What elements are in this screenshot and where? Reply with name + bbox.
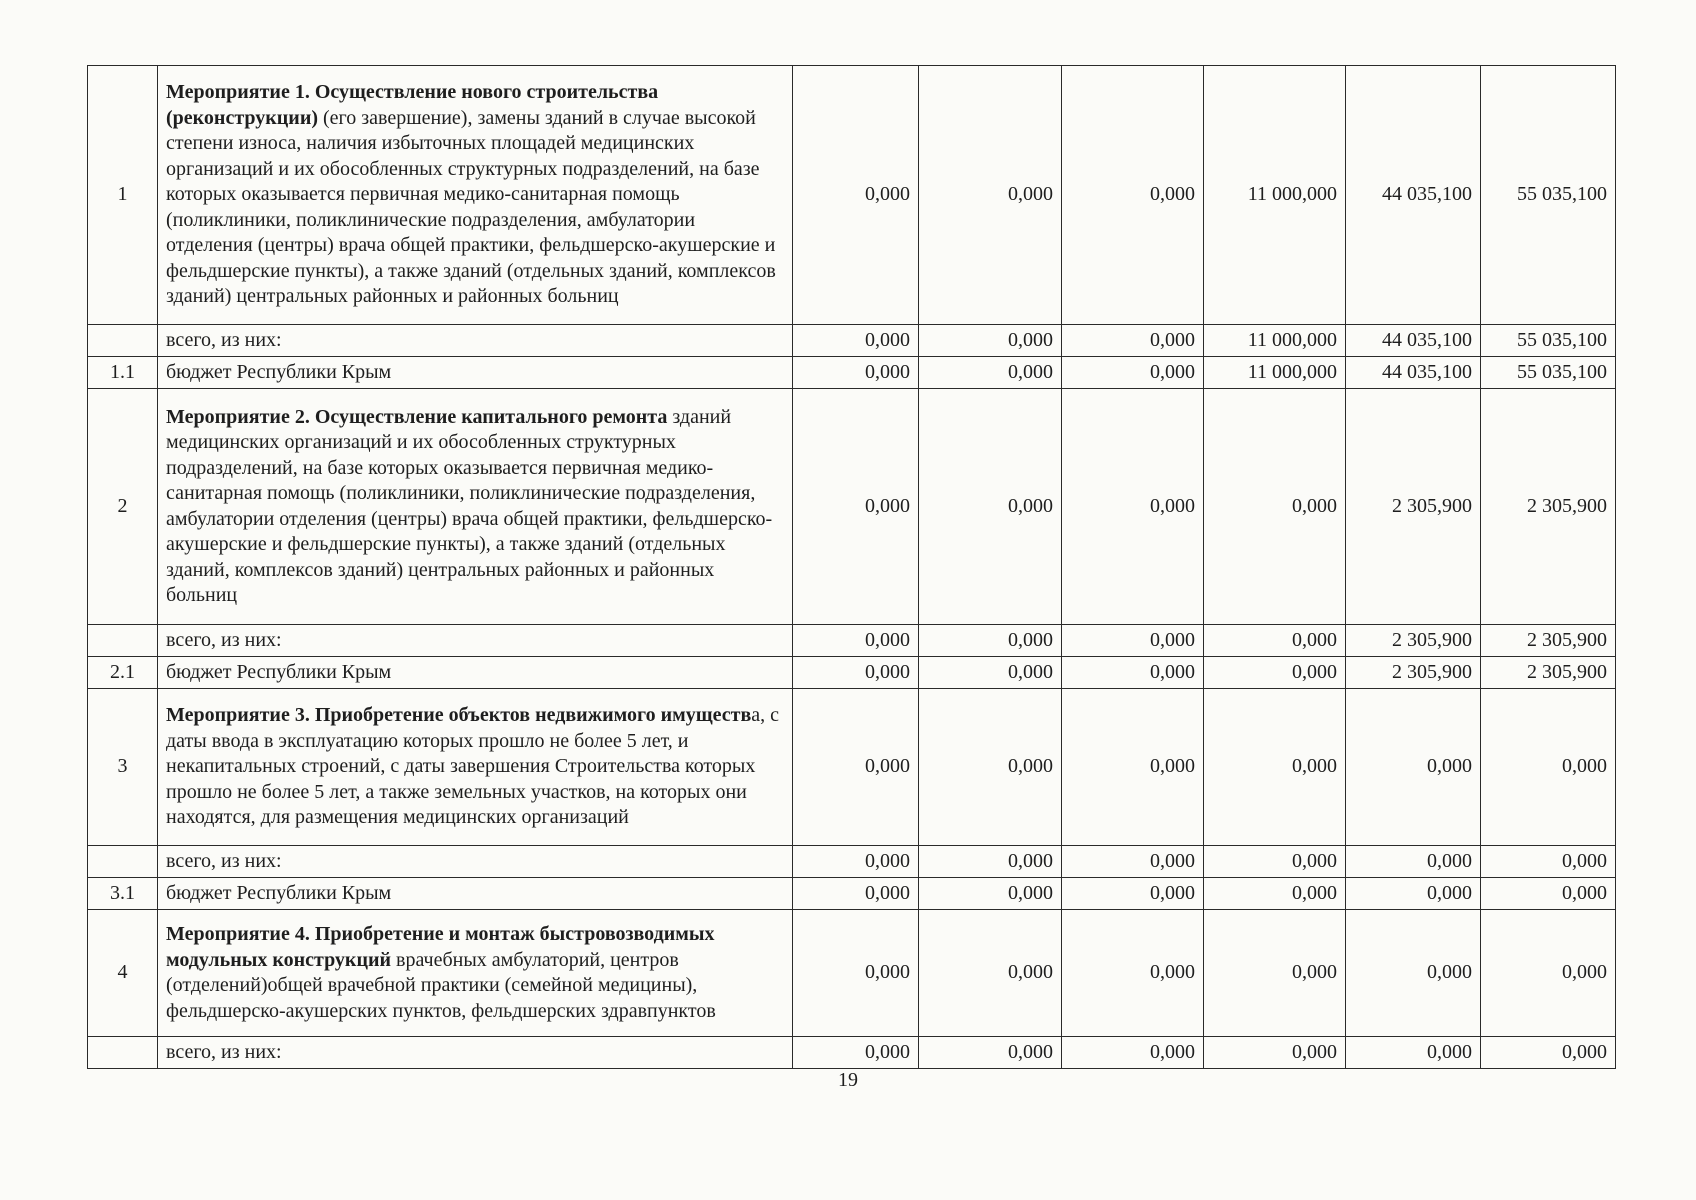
value-cell: 0,000 <box>919 625 1062 657</box>
value-cell: 0,000 <box>793 1037 919 1069</box>
value-cell: 0,000 <box>793 689 919 846</box>
value-cell: 0,000 <box>1204 657 1346 689</box>
table-row <box>88 325 1616 357</box>
value-cell: 0,000 <box>1481 878 1616 910</box>
value-cell: 44 035,100 <box>1346 357 1481 389</box>
row-description <box>158 910 793 1037</box>
budget-table <box>87 65 1616 1069</box>
row-number: 3 <box>88 689 158 846</box>
table-row <box>88 389 1616 625</box>
value-cell: 0,000 <box>1481 846 1616 878</box>
table-row <box>88 357 1616 389</box>
value-cell: 0,000 <box>1062 878 1204 910</box>
value-cell: 0,000 <box>1346 910 1481 1037</box>
row-number <box>88 325 158 357</box>
page-number: 19 <box>838 1069 858 1091</box>
measure-title: Мероприятие 1. Осуществление нового строительства (реконструкции) <box>166 81 659 129</box>
value-cell: 0,000 <box>919 325 1062 357</box>
value-cell: 0,000 <box>1204 846 1346 878</box>
value-cell: 0,000 <box>919 357 1062 389</box>
value-cell: 2 305,900 <box>1481 625 1616 657</box>
row-description <box>158 689 793 846</box>
value-cell: 0,000 <box>919 1037 1062 1069</box>
value-cell: 2 305,900 <box>1346 625 1481 657</box>
value-cell: 0,000 <box>1481 1037 1616 1069</box>
row-number <box>88 846 158 878</box>
row-number: 3.1 <box>88 878 158 910</box>
row-description: всего, из них: <box>158 625 793 657</box>
value-cell: 55 035,100 <box>1481 357 1616 389</box>
value-cell: 0,000 <box>1346 1037 1481 1069</box>
value-cell: 2 305,900 <box>1346 389 1481 625</box>
value-cell: 0,000 <box>793 66 919 325</box>
value-cell: 0,000 <box>1204 1037 1346 1069</box>
measure-title: Мероприятие 4. Приобретение и монтаж быстровозводимых модульных конструкций <box>166 923 715 971</box>
value-cell: 0,000 <box>1062 689 1204 846</box>
value-cell: 0,000 <box>793 910 919 1037</box>
value-cell: 0,000 <box>793 878 919 910</box>
row-number: 1 <box>88 66 158 325</box>
value-cell: 0,000 <box>919 389 1062 625</box>
value-cell: 0,000 <box>1062 357 1204 389</box>
table-body <box>88 66 1616 1069</box>
value-cell: 44 035,100 <box>1346 325 1481 357</box>
measure-text: зданий медицинских организаций и их обособленных структурных подразделений, на базе которых оказывается первичная медико-санитарная помощь (поликлиники, поликлинические подразделения, амбулатории отделения (центры) врача общей практики, фельдшерско-акушерские и фельдшерские пункты), а также зданий (отдельных зданий, комплексов зданий) центральных районных и районных больниц <box>166 405 773 606</box>
measure-text: врачебных амбулаторий, центров (отделений)общей врачебной практики (семейной медицины), фельдшерско-акушерских пунктов, фельдшерских здравпунктов <box>166 948 716 1022</box>
value-cell: 11 000,000 <box>1204 66 1346 325</box>
value-cell: 0,000 <box>919 910 1062 1037</box>
value-cell: 0,000 <box>1062 66 1204 325</box>
value-cell: 0,000 <box>1204 878 1346 910</box>
value-cell: 0,000 <box>1204 910 1346 1037</box>
row-number <box>88 625 158 657</box>
value-cell: 2 305,900 <box>1346 657 1481 689</box>
value-cell: 0,000 <box>919 689 1062 846</box>
table-row <box>88 66 1616 325</box>
row-description: всего, из них: <box>158 1037 793 1069</box>
value-cell: 11 000,000 <box>1204 357 1346 389</box>
value-cell: 0,000 <box>1062 657 1204 689</box>
value-cell: 0,000 <box>1062 846 1204 878</box>
measure-title: Мероприятие 2. Осуществление капитального ремонта <box>166 405 668 428</box>
row-number: 2 <box>88 389 158 625</box>
value-cell: 44 035,100 <box>1346 66 1481 325</box>
table-row <box>88 1037 1616 1069</box>
row-description: бюджет Республики Крым <box>158 878 793 910</box>
value-cell: 0,000 <box>919 878 1062 910</box>
value-cell: 2 305,900 <box>1481 389 1616 625</box>
row-description <box>158 389 793 625</box>
measure-text: а, с даты ввода в эксплуатацию которых прошло не более 5 лет, и некапитальных строений, с даты завершения Строительства которых прошло не более 5 лет, а также земельных участков, на которых они находятся, для размещения медицинских организаций <box>166 704 780 829</box>
value-cell: 55 035,100 <box>1481 66 1616 325</box>
value-cell: 0,000 <box>793 389 919 625</box>
measure-title: Мероприятие 3. Приобретение объектов недвижимого имуществ <box>166 704 752 727</box>
value-cell: 0,000 <box>793 357 919 389</box>
table-row <box>88 689 1616 846</box>
value-cell: 0,000 <box>793 846 919 878</box>
value-cell: 0,000 <box>919 66 1062 325</box>
table-row <box>88 625 1616 657</box>
value-cell: 0,000 <box>793 657 919 689</box>
value-cell: 11 000,000 <box>1204 325 1346 357</box>
row-description: всего, из них: <box>158 846 793 878</box>
value-cell: 0,000 <box>1204 389 1346 625</box>
value-cell: 0,000 <box>919 657 1062 689</box>
value-cell: 0,000 <box>1062 910 1204 1037</box>
value-cell: 0,000 <box>1204 625 1346 657</box>
value-cell: 55 035,100 <box>1481 325 1616 357</box>
value-cell: 0,000 <box>1346 689 1481 846</box>
value-cell: 0,000 <box>1481 689 1616 846</box>
table-row <box>88 657 1616 689</box>
measure-text: (его завершение), замены зданий в случае высокой степени износа, наличия избыточных площадей медицинских организаций и их обособленных структурных подразделений, на базе которых оказывается первичная медико-санитарная помощь (поликлиники, поликлинические подразделения, амбулатории отделения (центры) врача общей практики, фельдшерско-акушерские и фельдшерские пункты), а также зданий (отдельных зданий, комплексов зданий) центральных районных и районных больниц <box>166 106 776 308</box>
table-row <box>88 910 1616 1037</box>
value-cell: 0,000 <box>1062 1037 1204 1069</box>
value-cell: 0,000 <box>1204 689 1346 846</box>
value-cell: 0,000 <box>793 625 919 657</box>
value-cell: 0,000 <box>1346 846 1481 878</box>
row-description: всего, из них: <box>158 325 793 357</box>
table-row <box>88 846 1616 878</box>
row-description: бюджет Республики Крым <box>158 657 793 689</box>
value-cell: 0,000 <box>1346 878 1481 910</box>
value-cell: 0,000 <box>1062 389 1204 625</box>
value-cell: 0,000 <box>1062 625 1204 657</box>
row-number <box>88 1037 158 1069</box>
value-cell: 0,000 <box>919 846 1062 878</box>
value-cell: 2 305,900 <box>1481 657 1616 689</box>
value-cell: 0,000 <box>1481 910 1616 1037</box>
row-number: 1.1 <box>88 357 158 389</box>
row-description: бюджет Республики Крым <box>158 357 793 389</box>
value-cell: 0,000 <box>793 325 919 357</box>
table-row <box>88 878 1616 910</box>
row-number: 4 <box>88 910 158 1037</box>
row-description <box>158 66 793 325</box>
value-cell: 0,000 <box>1062 325 1204 357</box>
row-number: 2.1 <box>88 657 158 689</box>
